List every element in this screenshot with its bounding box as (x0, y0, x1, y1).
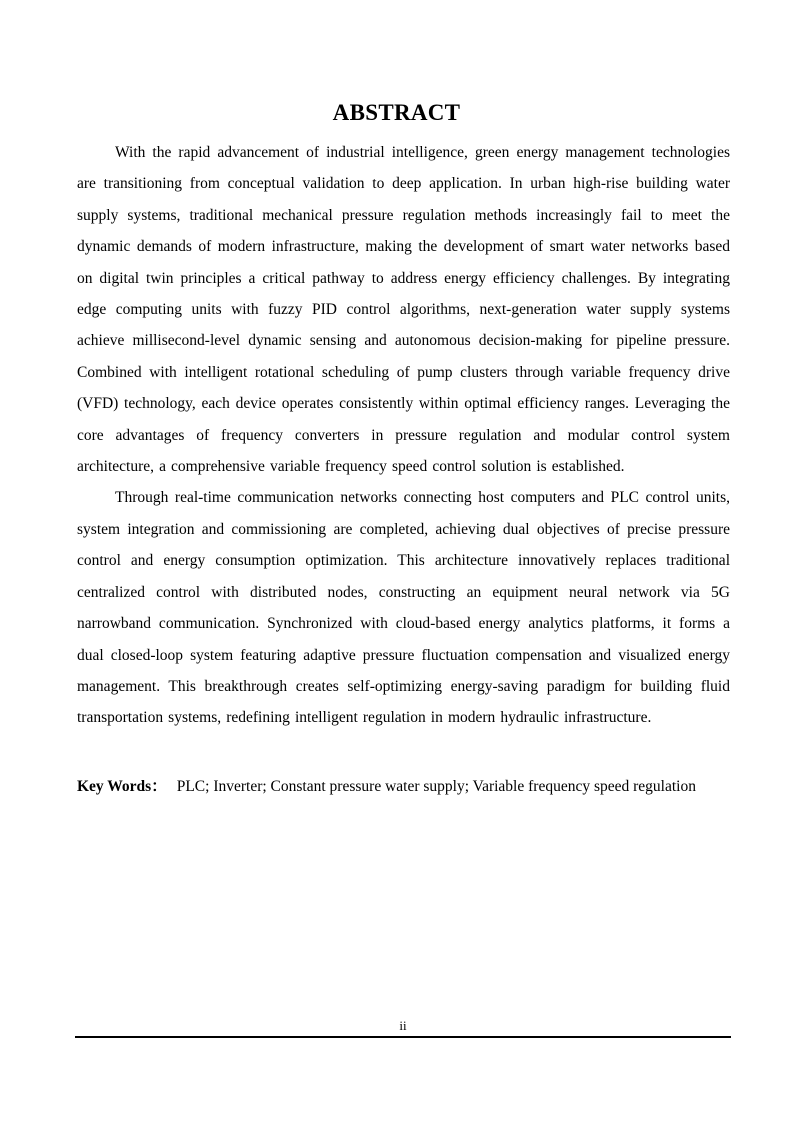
footer-divider (75, 1036, 731, 1038)
keywords-text: PLC; Inverter; Constant pressure water supply; Variable frequency speed regulation (176, 777, 696, 795)
abstract-paragraph-2: Through real-time communication networks connecting host computers and PLC control units, system integration and commissioning are completed, achieving dual objectives of precise pressure control and energy consumption optimization. This architecture innovatively replaces traditional centralized control with distributed nodes, constructing an equipment neural network via 5G narrowband communication. Synchronized with cloud-based energy analytics platforms, it forms a dual closed-loop system featuring adaptive pressure fluctuation compensation and visualized energy management. This breakthrough creates self-optimizing energy-saving paradigm for building fluid transportation systems, redefining intelligent regulation in modern hydraulic infrastructure. (77, 489, 730, 727)
abstract-paragraph-1: With the rapid advancement of industrial intelligence, green energy management technologies are transitioning from conceptual validation to deep application. In urban high-rise building water supply systems, traditional mechanical pressure regulation methods increasingly fail to meet the dynamic demands of modern infrastructure, making the development of smart water networks based on digital twin principles a critical pathway to address energy efficiency challenges. By integrating edge computing units with fuzzy PID control algorithms, next-generation water supply systems achieve millisecond-level dynamic sensing and autonomous decision-making for pipeline pressure. Combined with intelligent rotational scheduling of pump clusters through variable frequency drive (VFD) technology, each device operates consistently within optimal efficiency ranges. Leveraging the core advantages of frequency converters in pressure regulation and modular control system architecture, a comprehensive variable frequency speed control solution is established. (77, 144, 730, 476)
keywords-line (77, 774, 730, 800)
page-footer (75, 1016, 731, 1038)
page-title: ABSTRACT (332, 100, 461, 125)
keywords-label: Key Words： (77, 777, 167, 795)
page-number: ii (399, 1018, 407, 1033)
abstract-body (77, 137, 730, 800)
